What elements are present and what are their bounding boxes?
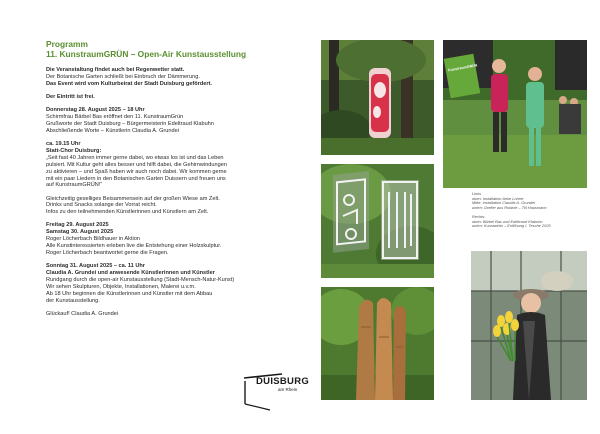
caption-left-head: Links xyxy=(472,191,482,196)
caption-right-1: oben: Bärbel Bas und Edeltraud Klabuhn xyxy=(472,218,543,224)
choir-name: Statt-Chor Duisburg: xyxy=(46,147,102,154)
choir-after-line: Drinks und Snacks solange der Vorrat reicht. xyxy=(46,202,157,209)
day2-line: Roger Löcherbach beantwortet gerne die Fragen. xyxy=(46,250,169,257)
caption-left-1: oben: Installation Anke Lohrer xyxy=(472,195,524,201)
duisburg-logo xyxy=(242,372,310,412)
day3-line: Rundgang durch die open-air Kunstausstellung (Stadt-Mensch-Natur-Kunst) xyxy=(46,276,235,283)
logo-sub: am Rhein xyxy=(278,387,298,392)
caption-left-3: unten: Greifer aus Robinie – Till Hausmann xyxy=(472,205,547,211)
intro-free: Der Eintritt ist frei. xyxy=(46,94,95,101)
photo-captions xyxy=(472,192,592,229)
intro-funding: Das Event wird vom Kulturbeirat der Stadt Duisburg gefördert. xyxy=(46,81,212,87)
day1-title: Donnerstag 28. August 2025 – 18 Uhr xyxy=(46,107,145,114)
choir-time: ca. 19.15 Uhr xyxy=(46,141,81,147)
caption-right-head: Rechts: xyxy=(472,213,486,219)
day3-line: Wir sehen Skulpturen, Objekte, Installationen, Malerei u.v.m. xyxy=(46,283,196,290)
day3-title: Sonntag 31. August 2025 – ca. 11 Uhr xyxy=(46,263,145,270)
choir-quote-line: mit ein paar Liedern in den Botanischen Garten Duissern und freuen uns xyxy=(46,175,226,182)
day2-line: Roger Löcherbach Bildhauer in Aktion xyxy=(46,236,140,243)
caption-left-2: Mitte: Installation Claudia A. Grundei xyxy=(472,200,536,206)
program-subheading: 11. KunstraumGRÜN – Open-Air Kunstausstellung xyxy=(46,48,247,59)
day1-line: Schirmfrau Bärbel Bas eröffnet den 11. KunstraumGrün xyxy=(46,114,184,121)
day1-line: Abschließende Worte – Künstlerin Claudia A. Grundei xyxy=(46,127,179,134)
day2-line: Alle Kunstinteressierten erleben live die Entstehung einer Holzskulptur. xyxy=(46,243,222,250)
logo-word: DUISBURG xyxy=(256,376,310,387)
photo-kunstwirtin xyxy=(471,251,587,400)
choir-quote-line: zu aktivieren – und Spaß haben wir auch noch dabei. Wir kommen gerne xyxy=(46,168,227,175)
intro-garden: Der Botanische Garten schließt bei Einbruch der Dämmerung. xyxy=(46,74,200,81)
photo-sign-text: KunstraumGRÜN xyxy=(447,63,478,73)
program-text-column xyxy=(46,40,291,318)
day3-title: Claudia A. Grundei und anwesende Künstlerinnen und Künstler xyxy=(46,270,215,277)
choir-quote-line: pulsiert. Mit Kultur geht alles besser und hilft dabei, die Gehirnwindungen xyxy=(46,161,227,168)
photo-opening-bas-klabuhn xyxy=(443,40,587,188)
photo-installation-grundei xyxy=(321,164,434,278)
day3-line: Ab 18 Uhr beginnen die Künstlerinnen und Künstler mit dem Abbau xyxy=(46,290,213,297)
choir-quote-line: auf KunstraumGRÜN!“ xyxy=(46,182,103,189)
photo-sculpture-hausmann xyxy=(321,287,434,400)
day2-title: Samstag 30. August 2025 xyxy=(46,229,114,236)
day3-line: der Kunstausstellung. xyxy=(46,297,100,304)
choir-after-line: Infos zu den teilnehmenden Künstlerinnen und Künstlern am Zelt. xyxy=(46,209,209,216)
choir-quote-line: „Seit fast 40 Jahren immer gerne dabei, wo etwas los ist und das Leben xyxy=(46,154,224,161)
caption-right-2: unten: Kunstwirtin – Eröffnung I. Tesche 2025 xyxy=(472,223,551,229)
program-heading: Programm xyxy=(46,39,88,49)
choir-after-line: Gleichzeitig geselliges Beisammensein auf der großen Wiese am Zelt. xyxy=(46,195,220,202)
intro-rain: Die Veranstaltung findet auch bei Regenwetter statt. xyxy=(46,67,185,74)
signoff: Glückauf! Claudia A. Grundei xyxy=(46,310,119,317)
day1-line: Grußworte der Stadt Duisburg – Bürgermeisterin Edeltraud Klabuhn xyxy=(46,121,214,127)
day2-title: Freitag 29. August 2025 xyxy=(46,222,109,229)
photo-installation-lohrer xyxy=(321,40,434,155)
